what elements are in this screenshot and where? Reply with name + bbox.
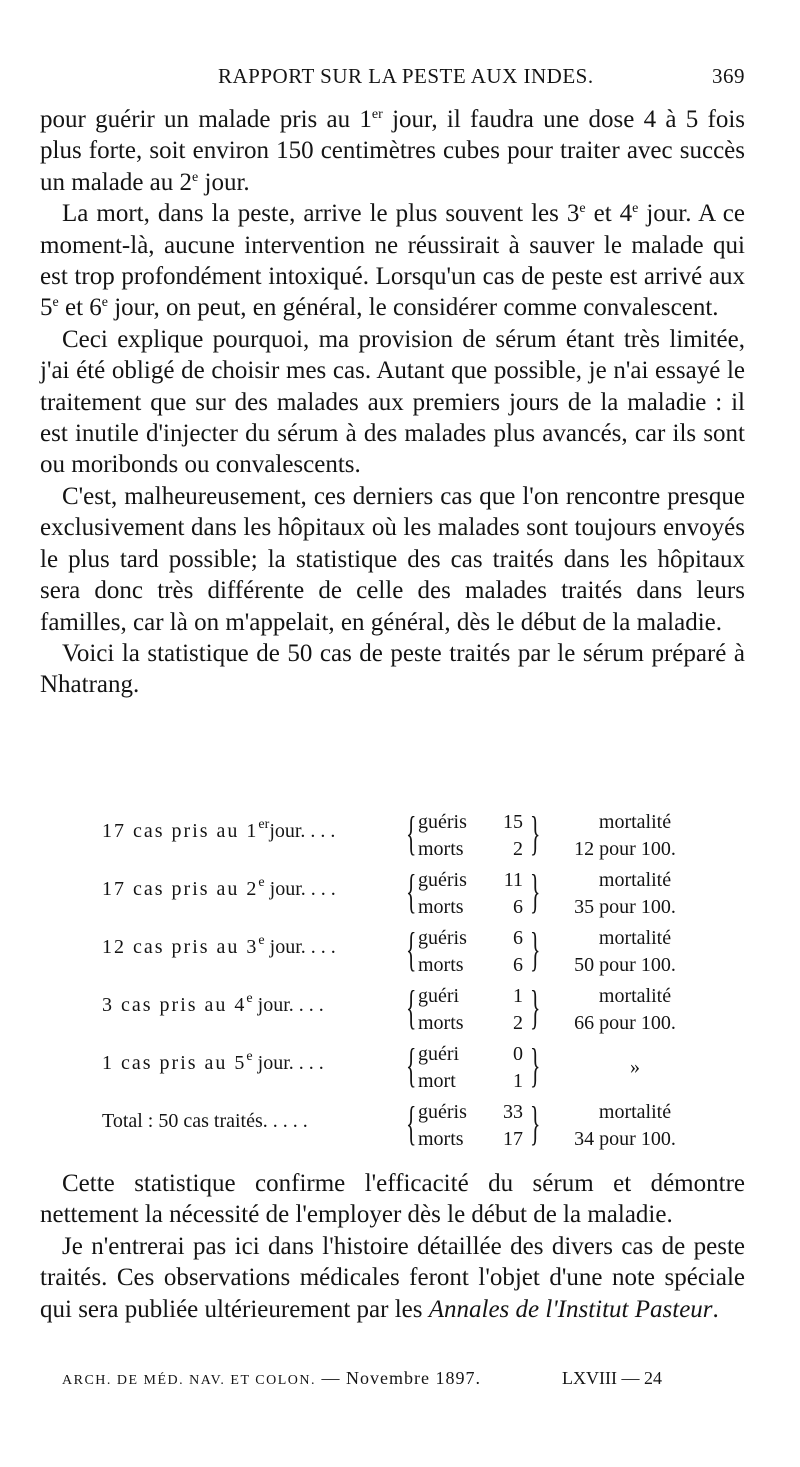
p2-sup-b: e bbox=[632, 201, 639, 217]
stats-row-day5 bbox=[40, 1040, 745, 1098]
mortality-value: 12 pour 100. bbox=[574, 838, 676, 860]
mortality-ditto-mark: » bbox=[630, 1056, 640, 1078]
paragraph-2 bbox=[40, 198, 745, 324]
p1-text-a: pour guérir un malade pris au 1 bbox=[40, 106, 372, 133]
p2-text-b: et 4 bbox=[585, 200, 633, 228]
p1-text-c: jour. bbox=[198, 168, 250, 196]
mortality-value: 34 pour 100. bbox=[574, 1128, 676, 1150]
paragraph-4: C'est, malheureusement, ces derniers cas que l'on rencontre presque exclusivement dans les hôpitaux où les malades sont toujours envoyés le plus tard possible; la statistique des cas traités dans les hôpitaux sera donc très différente de celle des malades traités dans leurs familles, car là on m'appelait, en général, dès le début de la maladie. bbox=[40, 482, 745, 636]
statistics-table bbox=[40, 808, 745, 1156]
outcome-label: morts bbox=[418, 1128, 464, 1150]
outcome-value: 6 bbox=[513, 927, 523, 949]
paragraph-1 bbox=[40, 104, 745, 198]
outcome-label: morts bbox=[418, 896, 464, 918]
case-label: 17 cas pris au 1erjour. . . . bbox=[102, 817, 336, 842]
p2-text-a: La mort, dans la peste, arrive le plus souvent les 3 bbox=[62, 200, 580, 228]
running-title: RAPPORT SUR LA PESTE AUX INDES. bbox=[218, 64, 594, 88]
brace-left: { bbox=[406, 1039, 417, 1092]
p1-text-b: jour, il faudra une dose 4 à 5 fois plus forte, soit environ 150 centimètres cubes pour traiter avec succès un malade au 2 bbox=[40, 106, 746, 196]
p2-sup-c: e bbox=[52, 295, 59, 311]
outcome-value: 6 bbox=[513, 954, 523, 976]
outcome-value: 15 bbox=[503, 811, 523, 833]
brace-left: { bbox=[406, 923, 417, 976]
outcome-label: mort bbox=[418, 1070, 456, 1092]
outcome-value: 0 bbox=[513, 1043, 523, 1065]
p7-italic-title: Annales de l'Institut Pasteur bbox=[428, 1295, 713, 1323]
p1-sup-a: er bbox=[371, 107, 383, 122]
outcome-value: 1 bbox=[513, 1070, 523, 1092]
total-label: Total : 50 cas traités. . . . . bbox=[102, 1110, 308, 1132]
brace-right: } bbox=[530, 807, 541, 860]
paragraph-7 bbox=[40, 1231, 745, 1325]
p2-text-e: jour, on peut, en général, le considérer comme convalescent. bbox=[107, 294, 719, 322]
case-label: 3 cas pris au 4e jour. . . . bbox=[102, 991, 324, 1016]
paragraph-6: Cette statistique confirme l'efficacité du sérum et démontre nettement la nécessité de l'employer dès le début de la maladie. bbox=[40, 1170, 745, 1229]
brace-right: } bbox=[530, 1097, 541, 1150]
outcome-value: 17 bbox=[503, 1128, 523, 1150]
stats-row-total bbox=[40, 1098, 745, 1156]
mortality-label: mortalité bbox=[598, 927, 672, 949]
mortality-label: mortalité bbox=[598, 811, 672, 833]
p2-text-c: jour. A ce moment-là, aucune intervention ne réussirait à sauver le malade qui est trop profondément intoxiqué. Lorsqu'un cas de peste est arrivé aux 5 bbox=[40, 200, 745, 322]
case-label: 1 cas pris au 5e jour. . . . bbox=[102, 1049, 324, 1074]
mortality-value: 50 pour 100. bbox=[574, 954, 676, 976]
mortality-value: 66 pour 100. bbox=[574, 1012, 676, 1034]
p7-text-a: Je n'entrerai pas ici dans l'histoire détaillée des divers cas de peste traités. Ces observations médicales feront l'objet d'une note spéciale qui sera publiée ultérieurement par les bbox=[40, 1232, 745, 1323]
outcome-value: 1 bbox=[513, 985, 523, 1007]
brace-left: { bbox=[406, 981, 417, 1034]
brace-right: } bbox=[530, 923, 541, 976]
outcome-label: guéris bbox=[418, 869, 467, 891]
outcome-value: 2 bbox=[513, 838, 523, 860]
outcome-value: 33 bbox=[503, 1101, 523, 1123]
brace-left: { bbox=[406, 1097, 417, 1150]
page-number: 369 bbox=[712, 64, 745, 88]
outcome-label: guéris bbox=[418, 1101, 467, 1123]
outcome-label: morts bbox=[418, 1012, 464, 1034]
outcome-value: 11 bbox=[503, 869, 523, 891]
outcome-label: guéris bbox=[418, 811, 467, 833]
case-label: 17 cas pris au 2e jour. . . . bbox=[102, 875, 336, 900]
outcome-value: 2 bbox=[513, 1012, 523, 1034]
body-text-lower bbox=[40, 1168, 745, 1325]
journal-name: ARCH. DE MÉD. NAV. ET COLON. bbox=[62, 1373, 316, 1388]
p2-sup-d: e bbox=[101, 295, 108, 311]
sheet-signature: LXVIII — 24 bbox=[562, 1368, 662, 1388]
brace-right: } bbox=[530, 865, 541, 918]
outcome-label: guéri bbox=[418, 985, 460, 1007]
p2-sup-a: e bbox=[579, 201, 586, 217]
paragraph-3: Ceci explique pourquoi, ma provision de sérum étant très limitée, j'ai été obligé de choisir mes cas. Autant que possible, je n'ai essayé le traitement que sur des malades aux premiers jours de la maladie : il est inutile d'injecter du sérum à des malades plus avancés, car ils sont ou moribonds ou convalescents. bbox=[40, 325, 745, 479]
mortality-label: mortalité bbox=[598, 985, 672, 1007]
outcome-label: guéris bbox=[418, 927, 467, 949]
outcome-value: 6 bbox=[513, 896, 523, 918]
brace-right: } bbox=[530, 981, 541, 1034]
outcome-label: morts bbox=[418, 838, 464, 860]
mortality-label: mortalité bbox=[598, 869, 672, 891]
brace-left: { bbox=[406, 865, 417, 918]
p7-text-b: . bbox=[712, 1295, 719, 1323]
stats-row-day4 bbox=[40, 982, 745, 1040]
outcome-label: guéri bbox=[418, 1043, 460, 1065]
stats-row-day1 bbox=[40, 808, 745, 866]
page-footer bbox=[40, 1368, 745, 1398]
mortality-label: mortalité bbox=[598, 1101, 672, 1123]
stats-row-day3 bbox=[40, 924, 745, 982]
case-label: 12 cas pris au 3e jour. . . . bbox=[102, 933, 336, 958]
issue-date: — Novembre 1897. bbox=[321, 1368, 481, 1388]
brace-right: } bbox=[530, 1039, 541, 1092]
running-header bbox=[40, 64, 745, 94]
body-text-upper bbox=[40, 104, 745, 701]
footer-citation bbox=[62, 1368, 481, 1389]
brace-left: { bbox=[406, 807, 417, 860]
outcome-label: morts bbox=[418, 954, 464, 976]
paragraph-5: Voici la statistique de 50 cas de peste traités par le sérum préparé à Nhatrang. bbox=[40, 639, 745, 699]
stats-row-day2 bbox=[40, 866, 745, 924]
mortality-value: 35 pour 100. bbox=[574, 896, 676, 918]
p2-text-d: et 6 bbox=[58, 294, 102, 322]
p1-sup-b: e bbox=[192, 169, 199, 185]
